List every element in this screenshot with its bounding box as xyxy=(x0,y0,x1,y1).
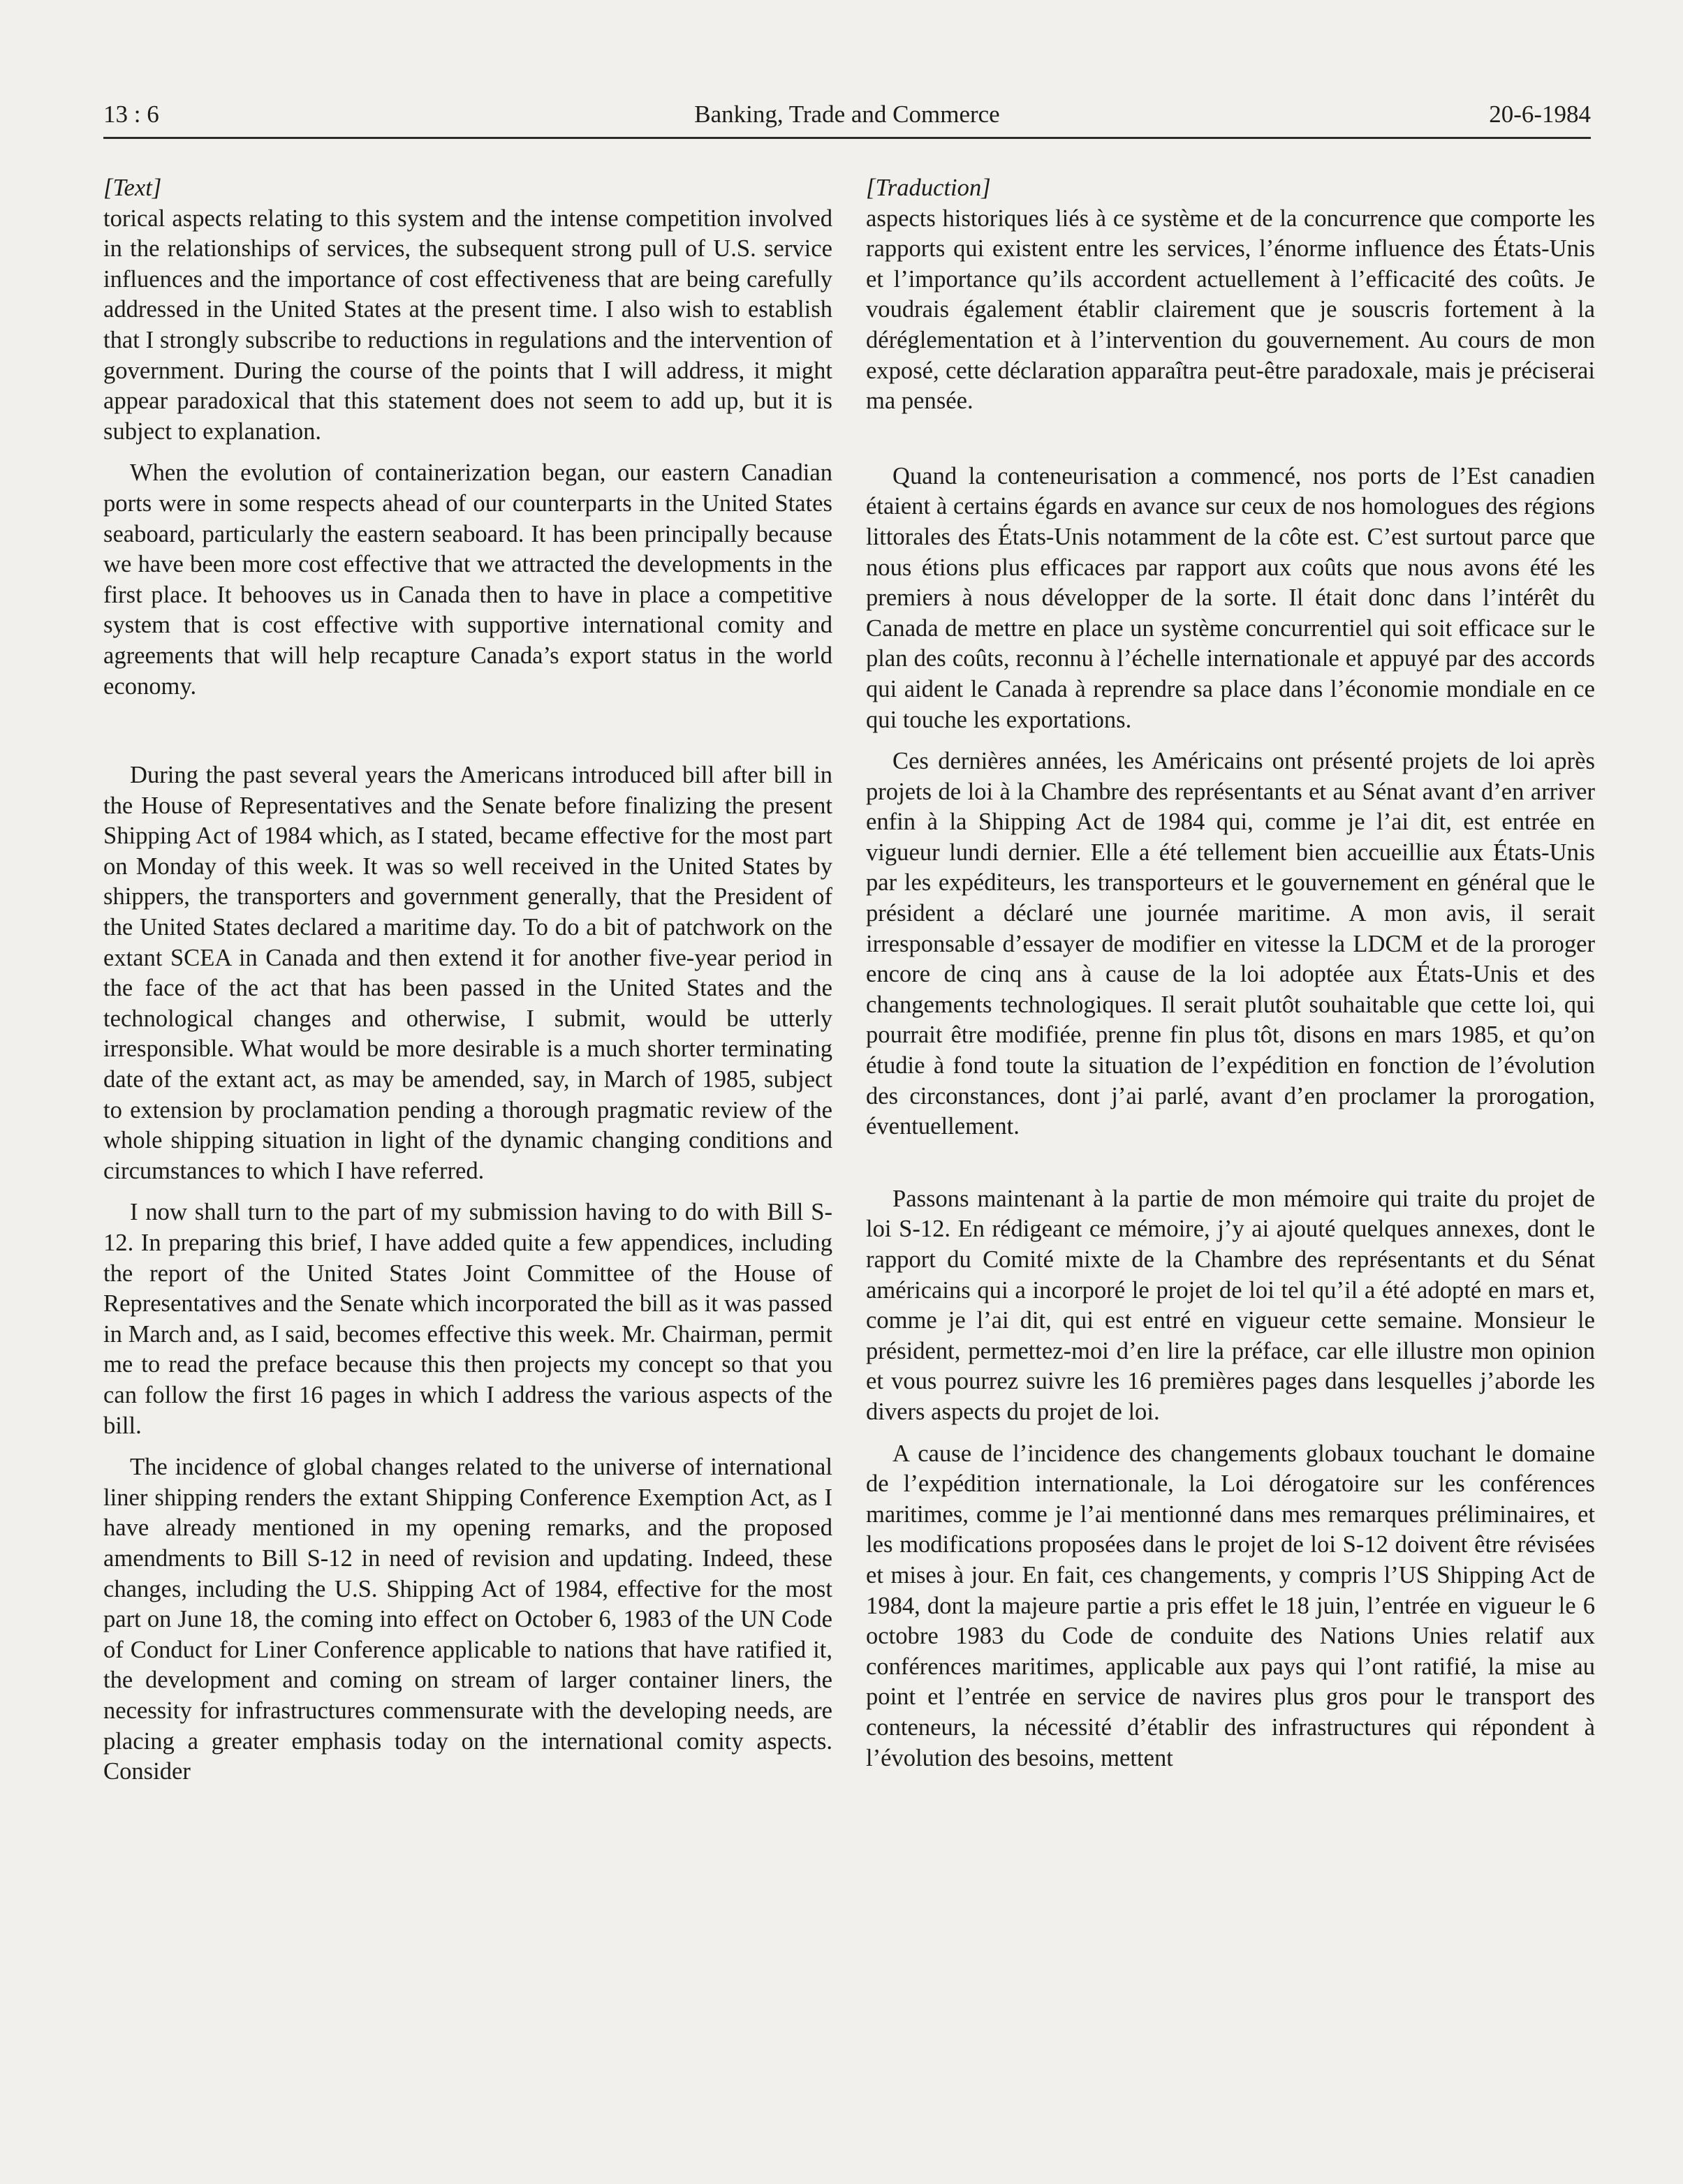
translation-label: [Traduction] xyxy=(866,175,991,201)
paragraph: Quand la conteneurisation a commencé, nos ports de l’Est canadien étaient à certains égards en avance sur ceux de nos homologues des régions littorales des États-Unis notamment de la côte est. C’est surtout parce que nous étions plus efficaces par rapport aux coûts que nous avons été les premiers à nous développer de la sorte. Il était donc dans l’intérêt du Canada de mettre en place un système concurrentiel qui soit efficace sur le plan des coûts, reconnu à l’échelle internationale et appuyé par des accords qui aident le Canada à reprendre sa place dans l’économie mondiale en ce qui touche les exportations. xyxy=(866,462,1595,733)
page-number: 13 : 6 xyxy=(103,101,159,128)
paragraph: Ces dernières années, les Américains ont présenté projets de loi après projets de loi à la Chambre des représentants et au Sénat avant d’en arriver enfin à la Shipping Act de 1984 qui, comme je l’ai dit, est entrée en vigueur lundi dernier. Elle a été tellement bien accueillie aux États-Unis par les expéditeurs, les transporteurs et le gouvernement en général que le président a déclaré une journée maritime. A mon avis, il serait irresponsable d’essayer de modifier en vitesse la LDCM et de la proroger encore de cinq ans à cause de la loi adoptée aux États-Unis et des changements technologiques. Il serait plutôt souhaitable que cette loi, qui pourrait être modifiée, prenne fin plus tôt, disons en mars 1985, et qu’on étudie à fond toute la situation de l’expédition en fonction de l’évolution des circonstances, dont j’ai parlé, avant d’en proclamer la prorogation, éventuellement. xyxy=(866,748,1595,1140)
paragraph: torical aspects relating to this system and the intense competition involved in the relationships of services, the subsequent strong pull of U.S. service influences and the importance of cost effectiveness that are being carefully addressed in the United States at the present time. I also wish to establish that I strongly subscribe to reductions in regulations and the intervention of government. During the course of the points that I will address, it might appear paradoxical that this statement does not seem to add up, but it is subject to explanation. xyxy=(103,205,832,445)
paragraph-gap xyxy=(103,702,832,760)
paragraph: When the evolution of containerization began, our eastern Canadian ports were in some respects ahead of our counterparts in the United States seaboard, particularly the eastern seaboard. It has been principally because we have been more cost effective that we attracted the developments in the first place. It behooves us in Canada then to have in place a competitive system that is cost effective with supportive international comity and agreements that will help recapture Canada’s export status in the world economy. xyxy=(103,459,832,700)
page-title: Banking, Trade and Commerce xyxy=(694,101,1000,128)
paragraph-gap xyxy=(866,1142,1595,1184)
page-date: 20-6-1984 xyxy=(1489,101,1591,128)
paragraph: A cause de l’incidence des changements globaux touchant le domaine de l’expédition internationale, la Loi dérogatoire sur les conférences maritimes, comme je l’ai mentionné dans mes remarques préliminaires, et les modifications proposées dans le projet de loi S-12 doivent être révisées et mises à jour. En fait, ces changements, y compris l’US Shipping Act de 1984, dont la majeure partie a pris effet le 18 juin, l’entrée en vigueur le 6 octobre 1983 du Code de conduite des Nations Unies relatif aux conférences maritimes, applicable aux pays qui l’ont ratifié, la mise au point et l’entrée en service de navires plus gros pour le transport des conteneurs, la nécessité d’établir des infrastructures qui répondent à l’évolution des besoins, mettent xyxy=(866,1440,1595,1771)
paragraph-gap xyxy=(866,417,1595,462)
page-header xyxy=(103,95,1591,134)
paragraph: During the past several years the Americans introduced bill after bill in the House of Representatives and the Senate before finalizing the present Shipping Act of 1984 which, as I stated, became effective for the most part on Monday of this week. It was so well received in the United States by shippers, the transporters and government generally, that the President of the United States declared a maritime day. To do a bit of patchwork on the extant SCEA in Canada and then extend it for another five-year period in the face of the act that has been passed in the United States and the technological changes and otherwise, I submit, would be utterly irresponsible. What would be more desirable is a much shorter terminating date of the extant act, as may be amended, say, in March of 1985, subject to extension by proclamation pending a thorough pragmatic review of the whole shipping situation in light of the dynamic changing conditions and circumstances to which I have referred. xyxy=(103,762,832,1184)
right-column-french xyxy=(866,173,1595,1773)
paragraph: The incidence of global changes related to the universe of international liner shipping renders the extant Shipping Conference Exemption Act, as I have already mentioned in my opening remarks, and the proposed amendments to Bill S-12 in need of revision and updating. Indeed, these changes, including the U.S. Shipping Act of 1984, effective for the most part on June 18, the coming into effect on October 6, 1983 of the UN Code of Conduct for Liner Conference applicable to nations that have ratified it, the development and coming on stream of larger container liners, the necessity for infrastructures commensurate with the developing needs, are placing a greater emphasis today on the international comity aspects. Consider xyxy=(103,1454,832,1785)
left-column-english xyxy=(103,173,832,1787)
paragraph: Passons maintenant à la partie de mon mémoire qui traite du projet de loi S-12. En rédigeant ce mémoire, j’y ai ajouté quelques annexes, dont le rapport du Comité mixte de la Chambre des représentants et du Sénat américains qui a incorporé le projet de loi tel qu’il a été adopté en mars et, comme je l’ai dit, qui est entré en vigueur cette semaine. Monsieur le président, permettez-moi d’en lire la préface, car elle illustre mon opinion et vous pourrez suivre les 16 premières pages dans lesquelles j’aborde les divers aspects du projet de loi. xyxy=(866,1185,1595,1425)
text-label: [Text] xyxy=(103,175,162,201)
paragraph: I now shall turn to the part of my submission having to do with Bill S-12. In preparing this brief, I have added quite a few appendices, including the report of the United States Joint Committee of the House of Representatives and the Senate which incorporated the bill as it was passed in March and, as I said, becomes effective this week. Mr. Chairman, permit me to read the preface because this then projects my concept so that you can follow the first 16 pages in which I address the various aspects of the bill. xyxy=(103,1199,832,1439)
header-rule xyxy=(103,137,1591,139)
paragraph: aspects historiques liés à ce système et de la concurrence que comporte les rapports qui existent entre les services, l’énorme influence des États-Unis et l’importance qu’ils accordent actuellement à l’efficacité des coûts. Je voudrais également établir clairement que je souscris fortement à la déréglementation et à l’intervention du gouvernement. Au cours de mon exposé, cette déclaration apparaîtra peut-être paradoxale, mais je préciserai ma pensée. xyxy=(866,205,1595,415)
